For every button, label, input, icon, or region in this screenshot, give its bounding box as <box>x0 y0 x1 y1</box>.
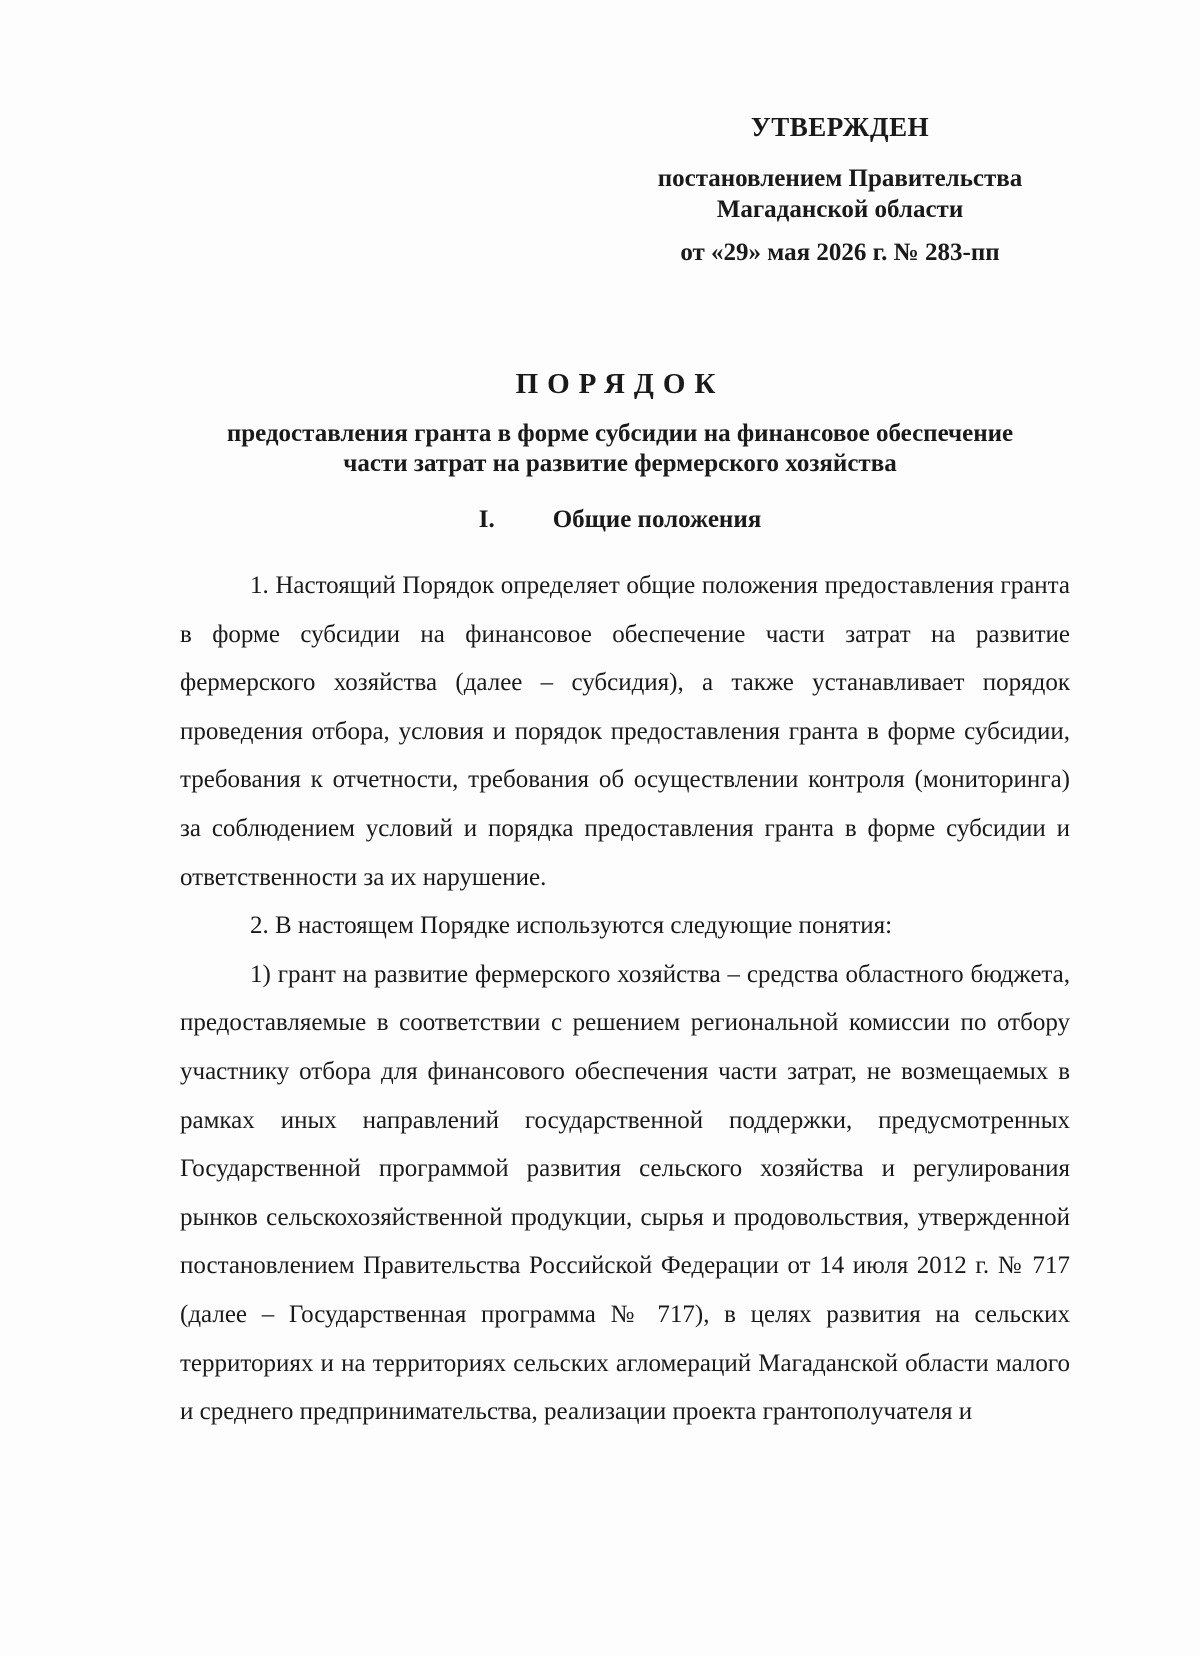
section-heading <box>160 506 1080 534</box>
document-body <box>180 562 1070 1437</box>
title-subtitle-line-2: части затрат на развитие фермерского хозяйства <box>343 450 897 477</box>
approval-line-1: постановлением Правительства <box>657 165 1023 192</box>
approval-date-line: от «29» мая 2026 г. № 283-пп <box>680 239 1000 266</box>
paragraph-1: 1. Настоящий Порядок определяет общие положения предоставления гранта в форме субсидии на финансовое обеспечение части затрат на развитие фермерского хозяйства (далее – субсидия), а также устанавливает порядок проведения отбора, условия и порядок предоставления гранта в форме субсидии, требования к отчетности, требования об осуществлении контроля (мониторинга) за соблюдением условий и порядка предоставления гранта в форме субсидии и ответственности за их нарушение. <box>180 572 1070 891</box>
section-number: I. <box>478 506 495 533</box>
approval-stamp <box>600 112 1080 267</box>
document-title <box>160 368 1080 479</box>
title-subtitle-line-1: предоставления гранта в форме субсидии на финансовое обеспечение <box>226 420 1014 447</box>
approval-heading: УТВЕРЖДЕН <box>750 112 930 142</box>
section-name: Общие положения <box>552 506 762 533</box>
paragraph-2: 2. В настоящем Порядке используются следующие понятия: <box>250 912 893 940</box>
paragraph-3: 1) грант на развитие фермерского хозяйства – средства областного бюджета, предоставляемые в соответствии с решением региональной комиссии по отбору участнику отбора для финансового обеспечения части затрат, не возмещаемых в рамках иных направлений государственной поддержки, предусмотренных Государственной программой развития сельского хозяйства и регулирования рынков сельскохозяйственной продукции, сырья и продовольствия, утвержденной постановлением Правительства Российской Федерации от 14 июля 2012 г. № 717 (далее – Государственная программа № 717), в целях развития на сельских территориях и на территориях сельских агломераций Магаданской области малого и среднего предпринимательства, реализации проекта грантополучателя и <box>180 960 1070 1426</box>
approval-line-2: Магаданской области <box>716 196 964 223</box>
title-word: ПОРЯДОК <box>515 368 725 400</box>
